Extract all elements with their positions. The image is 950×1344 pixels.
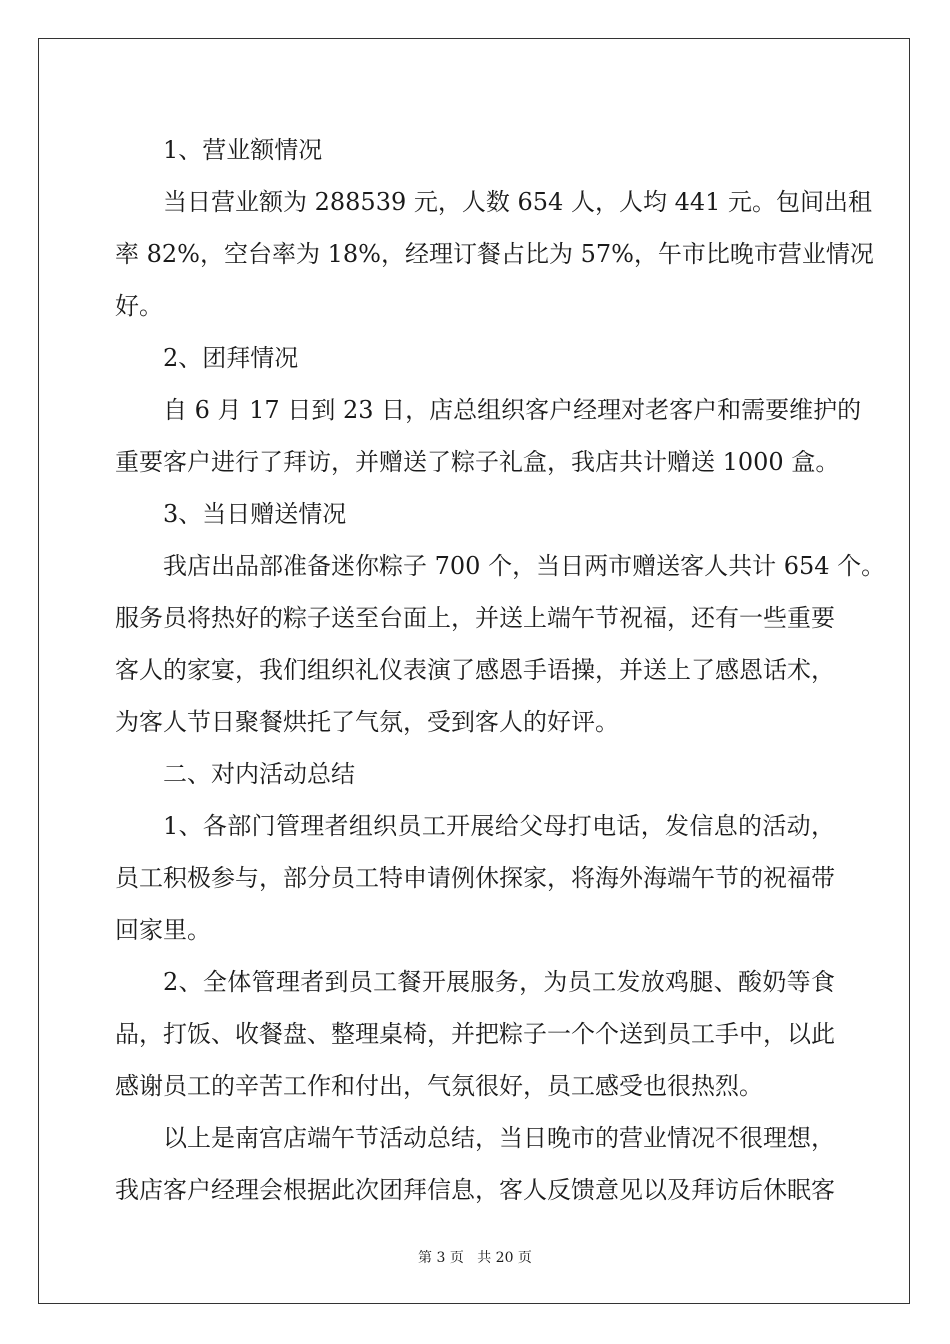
paragraph [115,956,835,1112]
paragraph [115,800,835,956]
text-line: 好。 [115,292,163,320]
text-line: 重要客户进行了拜访，并赠送了粽子礼盒，我店共计赠送 1000 盒。 [115,448,840,476]
text-line: 感谢员工的辛苦工作和付出，气氛很好，员工感受也很热烈。 [115,1072,763,1100]
paragraph [115,488,835,540]
footer-gap [464,1250,477,1266]
text-line: 率 82%，空台率为 18%，经理订餐占比为 57%，午市比晚市营业情况 [115,240,874,268]
document-body [115,124,886,1216]
text-line: 1、营业额情况 [163,136,323,164]
text-line: 我店客户经理会根据此次团拜信息，客人反馈意见以及拜访后休眠客 [115,1176,835,1204]
text-line: 2、全体管理者到员工餐开展服务，为员工发放鸡腿、酸奶等食 [163,968,835,996]
paragraph [115,540,886,748]
text-line: 为客人节日聚餐烘托了气氛，受到客人的好评。 [115,708,619,736]
text-line: 回家里。 [115,916,211,944]
paragraph [115,124,835,176]
paragraph [115,1112,835,1216]
text-line: 以上是南宫店端午节活动总结，当日晚市的营业情况不很理想， [163,1124,835,1152]
paragraph [115,748,835,800]
text-line: 客人的家宴，我们组织礼仪表演了感恩手语操，并送上了感恩话术， [115,656,835,684]
page-number: 第 3 页 [418,1250,464,1266]
paragraph [115,332,835,384]
text-line: 3、当日赠送情况 [163,500,347,528]
text-line: 2、团拜情况 [163,344,299,372]
text-line: 1、各部门管理者组织员工开展给父母打电话，发信息的活动， [163,812,835,840]
text-line: 我店出品部准备迷你粽子 700 个，当日两市赠送客人共计 654 个。 [163,552,886,580]
text-line: 二、对内活动总结 [163,760,355,788]
text-line: 员工积极参与，部分员工特申请例休探家，将海外海端午节的祝福带 [115,864,835,892]
paragraph [115,384,862,488]
page-total: 共 20 页 [477,1250,532,1266]
text-line: 服务员将热好的粽子送至台面上，并送上端午节祝福，还有一些重要 [115,604,835,632]
paragraph [115,176,874,332]
text-line: 自 6 月 17 日到 23 日，店总组织客户经理对老客户和需要维护的 [163,396,862,424]
text-line: 品，打饭、收餐盘、整理桌椅，并把粽子一个个送到员工手中，以此 [115,1020,835,1048]
text-line: 当日营业额为 288539 元，人数 654 人，人均 441 元。包间出租 [163,188,873,216]
page-footer [0,1247,950,1267]
